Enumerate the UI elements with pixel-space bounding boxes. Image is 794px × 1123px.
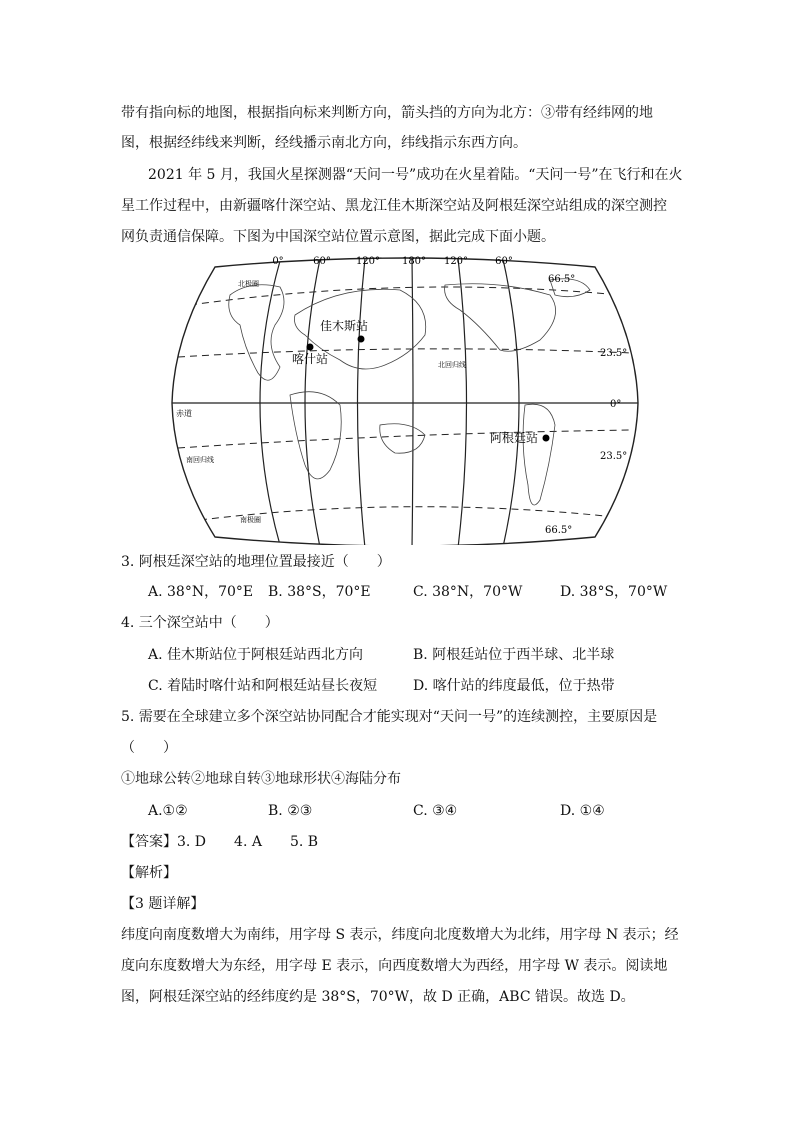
kashi-station-label: 喀什站 [292, 352, 329, 366]
passage-line-1: 2021 年 5 月，我国火星探测器“天问一号”成功在火星着陆。“天问一号”在飞行和在火 [148, 167, 683, 183]
argentina-station-marker [543, 435, 550, 442]
lon-label-3: 180° [401, 256, 427, 267]
q5-option-d: D. ①④ [560, 803, 605, 819]
q3-option-a: A. 38°N，70°E [148, 584, 254, 600]
q5-factors: ①地球公转②地球自转③地球形状④海陆分布 [121, 771, 401, 787]
q3-option-b: B. 38°S，70°E [268, 584, 371, 600]
q5-option-b: B. ②③ [268, 803, 313, 819]
lat-label-tropic-s: 23.5° [600, 451, 628, 462]
q3-stem: 3. 阿根廷深空站的地理位置最接近（ ） [121, 554, 391, 570]
analysis-label: 【解析】 [121, 865, 177, 881]
lat-label-antarctic: 66.5° [545, 525, 573, 536]
q3-option-c: C. 38°N，70°W [413, 584, 523, 600]
lat-label-tropic-n: 23.5° [600, 348, 628, 359]
lon-label-0: 0° [272, 256, 284, 267]
lon-label-2: 120° [355, 256, 381, 267]
q5-stem: 5. 需要在全球建立多个深空站协同配合才能实现对“天问一号”的连续测控，主要原因是 [121, 709, 658, 725]
lon-label-1: 60° [313, 256, 331, 267]
arctic-circle-label: 北极圈 [238, 280, 259, 288]
jiamusi-station-label: 佳木斯站 [320, 319, 369, 333]
lon-label-4: 120° [443, 256, 469, 267]
q5-option-c: C. ③④ [413, 803, 458, 819]
q4-option-b: B. 阿根廷站位于西半球、北半球 [413, 647, 615, 663]
q4-stem: 4. 三个深空站中（ ） [121, 615, 279, 631]
q3-option-d: D. 38°S，70°W [560, 584, 668, 600]
map-outline [172, 258, 638, 545]
q4-option-a: A. 佳木斯站位于阿根廷站西北方向 [148, 647, 364, 663]
passage-line-3: 网负责通信保障。下图为中国深空站位置示意图，据此完成下面小题。 [121, 229, 555, 245]
kashi-station-marker [307, 344, 314, 351]
intro-line-2: 图，根据经纬线来判断，经线播示南北方向，纬线指示东西方向。 [121, 135, 527, 151]
argentina-station-label: 阿根廷站 [490, 431, 539, 445]
detail-line-1: 纬度向南度数增大为南纬，用字母 S 表示，纬度向北度数增大为北纬，用字母 N 表示；经 [121, 927, 679, 943]
continent-outlines [229, 279, 590, 505]
q5-paren: （ ） [121, 740, 177, 756]
jiamusi-station-marker [358, 336, 365, 343]
lat-label-equator: 0° [610, 399, 622, 410]
world-map-figure [170, 255, 640, 545]
lat-label-arctic: 66.5° [548, 274, 576, 285]
intro-line-1: 带有指向标的地图，根据指向标来判断方向，箭头挡的方向为北方：③带有经纬网的地 [121, 105, 653, 121]
antarctic-circle-label: 南极圈 [240, 516, 261, 524]
tropic-capricorn-label: 南回归线 [186, 456, 214, 464]
equator-label: 赤道 [176, 409, 192, 418]
lon-label-5: 60° [495, 256, 513, 267]
tropic-cancer-label: 北回归线 [438, 361, 466, 369]
detail-line-3: 图，阿根廷深空站的经纬度约是 38°S，70°W，故 D 正确，ABC 错误。故选 D。 [121, 989, 635, 1005]
q4-option-d: D. 喀什站的纬度最低，位于热带 [413, 678, 615, 694]
q5-option-a: A.①② [148, 803, 188, 819]
detail-label: 【3 题详解】 [121, 896, 205, 912]
detail-line-2: 度向东度数增大为东经，用字母 E 表示，向西度数增大为西经，用字母 W 表示。阅读地 [121, 958, 668, 974]
q4-option-c: C. 着陆时喀什站和阿根廷站昼长夜短 [148, 678, 378, 694]
answer-line: 【答案】3. D 4. A 5. B [121, 834, 319, 850]
passage-line-2: 星工作过程中，由新疆喀什深空站、黑龙江佳木斯深空站及阿根廷深空站组成的深空测控 [121, 198, 667, 214]
